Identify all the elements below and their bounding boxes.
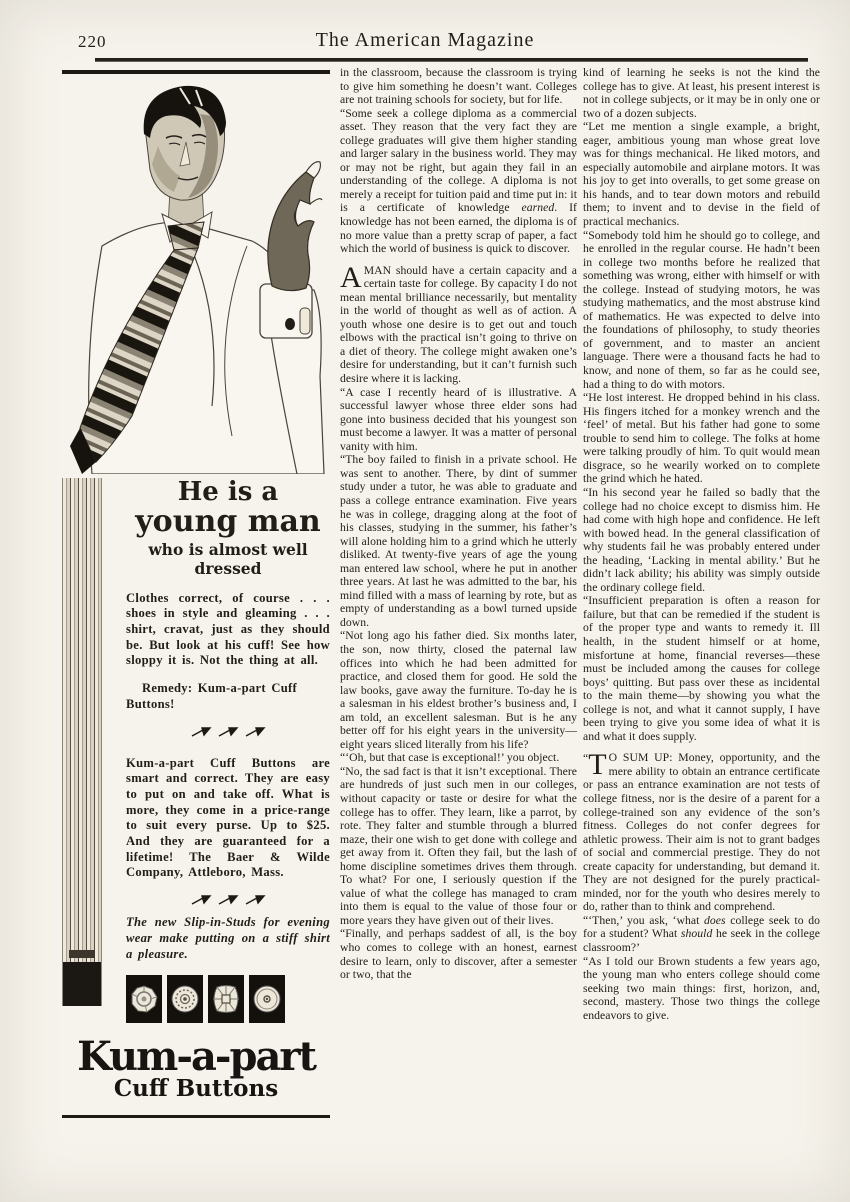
article-column-2 <box>583 66 820 1022</box>
three-darts-icon <box>126 725 330 743</box>
article-paragraph: kind of learning he seeks is not the kind the college has to give. At least, his present interest is not in college subjects, or it may be in only one or two of a dozen subjects. <box>583 66 820 120</box>
italic-word: should <box>680 927 713 941</box>
magazine-title: The American Magazine <box>315 29 535 51</box>
ad-headline <box>126 477 330 540</box>
italic-word: does <box>704 913 726 927</box>
ad-subheadline: who is almost well dressed <box>148 540 308 579</box>
article-paragraph: “Insufficient preparation is often a reason for failure, but that can be remedied if the student is of the proper type and wants to remedy it. Ill health, in the student himself or at home, misfortune at home, financial reverses—these must be included among the causes for college boys’ quitting. But pass over these as incidental to the main theme—by showing you what the college is not, and what it cannot supply, I have been trying to give you some idea of what it is and what it does supply. <box>583 594 820 743</box>
paragraph-text: . If knowledge has not been earned, the diploma is of no more value than a pretty scrap of paper, a fact which the world of business is quick to discover. <box>340 201 577 256</box>
ad-logo-wordmark: Kum-a-part <box>77 1032 315 1080</box>
article-paragraph: “No, the sad fact is that it isn’t exceptional. There are hundreds of just such men in our colleges, without capacity or taste or desire for what the college has to offer. They learn, like a parrot, by rote. They falter and stumble through a blurred maze, their one wish to get done with college and get away from it. Often they fail, but the lash of home discipline sometimes drives them through. To what? For one, I seriously question if the value of what the college has managed to cram into them is equal to the value of those four or more years they have given out of their lives. <box>340 764 577 927</box>
article-paragraph <box>583 914 820 955</box>
faceted-octagon-button-icon <box>126 975 162 1023</box>
cushion-lattice-button-icon <box>208 975 244 1023</box>
masthead <box>0 26 850 56</box>
article-paragraph: “In his second year he failed so badly that the college had no choice except to dismiss him. He had come with high hope and confidence. He left with bowed head. In the general classification of why students fail he was probably entered under the heading, ‘Lacking in mental ability.’ But he didn’t lack ability; his ability was simply outside the ordinary college field. <box>583 485 820 594</box>
ad-logo-subline: Cuff Buttons <box>113 1074 279 1102</box>
shoe-illustration <box>63 962 101 1006</box>
ad-headline-line1: He is a <box>177 477 279 507</box>
header-rule <box>95 58 808 62</box>
paragraph-text: he seek in the college classroom?’ <box>583 927 820 954</box>
article-paragraph: “Not long ago his father died. Six months later, the son, now thirty, closed the paternal law offices into which he had been admitted for practice, and closed them for good. He sold the law books, gave away the furniture. To-day he is a salesman in his eldest brother’s business and, I am told, an excellent salesman. But is he any better off for his eight years in the university—eight years sliced literally from his life? <box>340 629 577 751</box>
paragraph-text: “‘Then,’ you ask, ‘what <box>583 913 704 927</box>
cuff-buttons-row <box>126 975 330 1023</box>
ad-bottom-rule <box>62 1115 330 1118</box>
italic-word: earned <box>521 201 555 215</box>
article-paragraph: in the classroom, because the classroom is trying to give him something he doesn’t want. Colleges are not training schools for society, but for life. <box>340 66 577 107</box>
article-paragraph: “He lost interest. He dropped behind in his class. His fingers itched for a monkey wrench and the ‘feel’ of metal. But his father had gone to some trouble to send him to college. The folks at home were talking proudly of him. To quit would mean disgrace, so he wearily worked on to complete the grind which he hated. <box>583 391 820 486</box>
ad-headline-line2: young man <box>135 504 321 540</box>
paragraph-text: “Some seek a college diploma as a commercial asset. They reason that the very fact they are college graduates will give them higher standing and larger salary in the business world. They may or may not be right, but again they fail in an understanding of the college. A diploma is not merely a receipt for tuition paid and time put in: it is a certificate of knowledge <box>340 106 577 215</box>
article-paragraph: “Let me mention a single example, a bright, eager, ambitious young man whose great love was for things mechanical. He liked motors, and especially automobile and airplane motors. It was his joy to get into overalls, to get some grease on his hands, and to tear down motors and rebuild them; to invent and to devise in the field of practical mechanics. <box>583 120 820 229</box>
open-quote: “ <box>583 752 589 766</box>
article-paragraph: “Finally, and perhaps saddest of all, is the boy who comes to college with an honest, earnest desire to learn, only to discover, after a semester or two, that the <box>340 927 577 982</box>
article-paragraph: “‘Oh, but that case is exceptional!’ you object. <box>340 751 560 765</box>
three-darts-icon <box>126 893 330 911</box>
man-illustration <box>62 76 330 474</box>
ad-top-rule <box>62 70 330 74</box>
paragraph-text: MAN should have a certain capacity and a certain taste for college. By capacity I do not mean mental brilliance necessarily, but mentality in the world of thought as well as of action. A youth whose one desire is to get out and touch elbows with the practical isn’t going to thrive on a diet of theory. The college might awaken one’s desire for understanding, but it can’t furnish such desire where it is lacking. <box>340 263 577 386</box>
page-number: 220 <box>78 32 107 51</box>
article-paragraph-dropcap <box>340 260 577 386</box>
article-paragraph: “Somebody told him he should go to college, and he enrolled in the regular course. He hadn’t been in college two months before he realized that something was wrong, either with himself or with the college. Instead of studying motors, he was studying mathematics, and the most abstruse kind of mathematics. He was expected to delve into the foundations of philosophy, to study theories of government, and to master an ancient language. There were a thousand facts he had to know, and none of them, so far as he could see, had a thing to do with motors. <box>583 228 820 391</box>
drop-cap-A: A <box>340 260 362 294</box>
trouser-leg-illustration <box>62 478 102 1006</box>
article-paragraph: “As I told our Brown students a few years ago, the young man who enters college should come seeking two main things: first, horizon, and, second, mastery. Those two things the college endeavors to give. <box>583 954 820 1022</box>
article-paragraph: “A case I recently heard of is illustrative. A successful lawyer whose three elder sons had gone into business decided that his youngest son must become a lawyer. It was a matter of personal vanity with him. <box>340 385 577 453</box>
paragraph-text: college seek to do for a student? What <box>583 913 820 941</box>
ad-panel <box>62 70 330 1118</box>
drop-cap-T: T <box>588 748 607 782</box>
article-column-1 <box>340 66 577 982</box>
dotted-ring-button-icon <box>167 975 203 1023</box>
ad-remedy-line: Remedy: Kum-a-part Cuff Buttons! <box>126 681 298 712</box>
article-paragraph-dropcap <box>583 748 820 914</box>
ad-body-copy: Clothes correct, of course . . . shoes in style and gleaming . . . shirt, cravat, just as they should be. But look at his cuff! See how sloppy it is. Not the thing at all. <box>126 590 330 668</box>
ad-slip-in-studs-note: The new Slip-in-Studs for evening wear make putting on a stiff shirt a pleasure. <box>126 915 330 961</box>
plain-ring-button-icon <box>249 975 285 1023</box>
article-paragraph <box>340 107 577 256</box>
article-paragraph: “The boy failed to finish in a private school. He was sent to another. There, by dint of summer study under a tutor, he was able to graduate and pass a college entrance examination. Five years he was in college, dragging along at the foot of his classes, studying in the summer, his father’s will alone holding him to a grind which he utterly disliked. At twenty-five years of age the young man entered law school, where he put in another three years. At last he was admitted to the bar, his mind filled with a mass of learning by rote, but as empty of understanding as a bowl turned upside down. <box>340 453 577 629</box>
ad-body-copy-2: Kum-a-part Cuff Buttons are smart and correct. They are easy to put on and take off. What is more, they come in a price-range to suit every purse. Up to $25. And they are guaranteed for a lifetime! The Baer & Wilde Company, Attleboro, Mass. <box>126 755 330 880</box>
paragraph-text: O SUM UP: Money, opportunity, and the mere ability to obtain an entrance certificate or pass an entrance examination are not tests of college fitness, nor is the desire of a parent for a college-trained son any evidence of the son’s fitness. Colleges do not confer degrees for athletic prowess. Their aim is not to grant badges of social and commercial prestige. They do not create capacity for understanding, but demand it. They are not designed for the purely practical-minded, nor for the youth who desires merely to do, rather than to think and comprehend. <box>583 751 820 914</box>
